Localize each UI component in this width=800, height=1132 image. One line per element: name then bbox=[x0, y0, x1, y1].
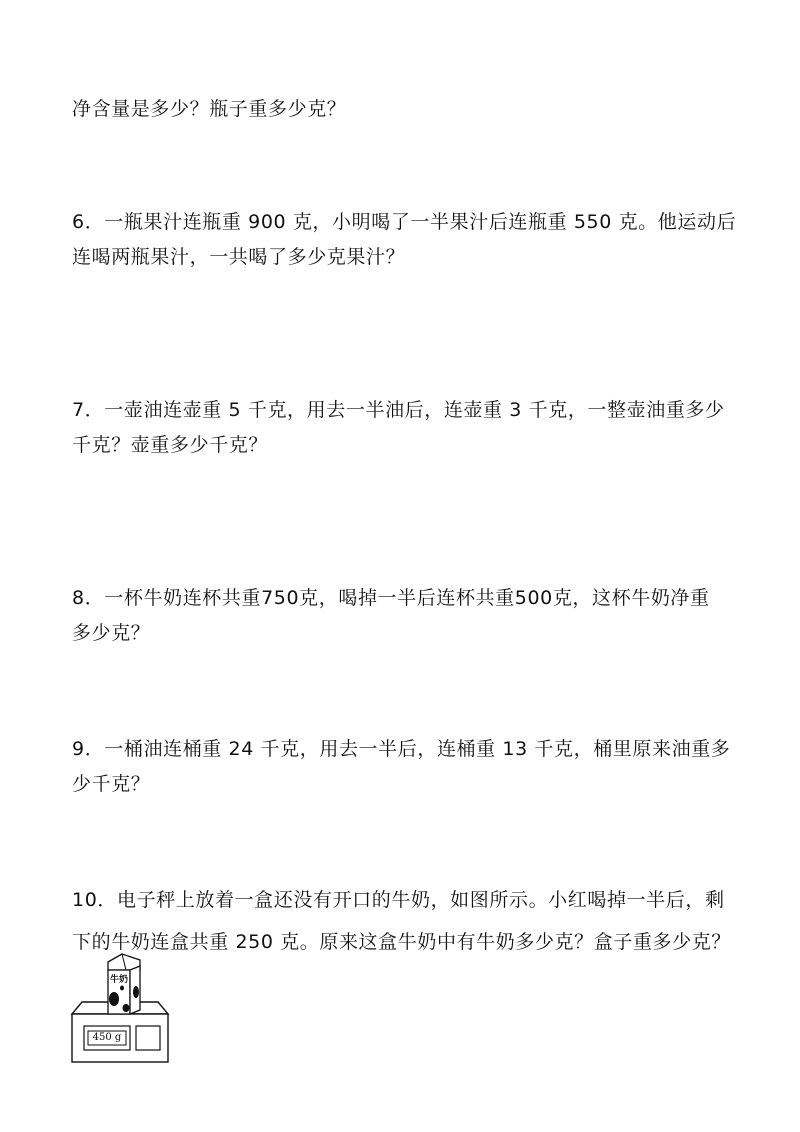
problem-10-line-2: 下的牛奶连盒共重 250 克。原来这盒牛奶中有牛奶多少克？盒子重多少克？ bbox=[72, 931, 731, 953]
problem-9-line-2: 少千克？ bbox=[72, 773, 151, 795]
problem-7-line-1: 7．一壶油连壶重 5 千克，用去一半油后，连壶重 3 千克，一整壶油重多少 bbox=[72, 399, 725, 421]
problem-10-line-1: 10．电子秤上放着一盒还没有开口的牛奶，如图所示。小红喝掉一半后，剩 bbox=[72, 889, 725, 911]
problem-9-line-1: 9．一桶油连桶重 24 千克，用去一半后，连桶重 13 千克，桶里原来油重多 bbox=[72, 738, 731, 760]
milk-carton-on-scale-icon bbox=[70, 950, 175, 1066]
scale-reading: 450 g bbox=[92, 1032, 122, 1043]
problem-6-line-1: 6．一瓶果汁连瓶重 900 克，小明喝了一半果汁后连瓶重 550 克。他运动后 bbox=[72, 211, 737, 233]
problem-text-line-0: 净含量是多少？瓶子重多少克？ bbox=[72, 98, 347, 120]
problem-8-line-1: 8．一杯牛奶连杯共重750克，喝掉一半后连杯共重500克，这杯牛奶净重 bbox=[72, 587, 710, 609]
problem-8-line-2: 多少克？ bbox=[72, 622, 151, 644]
problem-6-line-2: 连喝两瓶果汁，一共喝了多少克果汁？ bbox=[72, 246, 406, 268]
problem-7-line-2: 千克？壶重多少千克？ bbox=[72, 434, 269, 456]
carton-label: 牛奶 bbox=[109, 975, 128, 985]
